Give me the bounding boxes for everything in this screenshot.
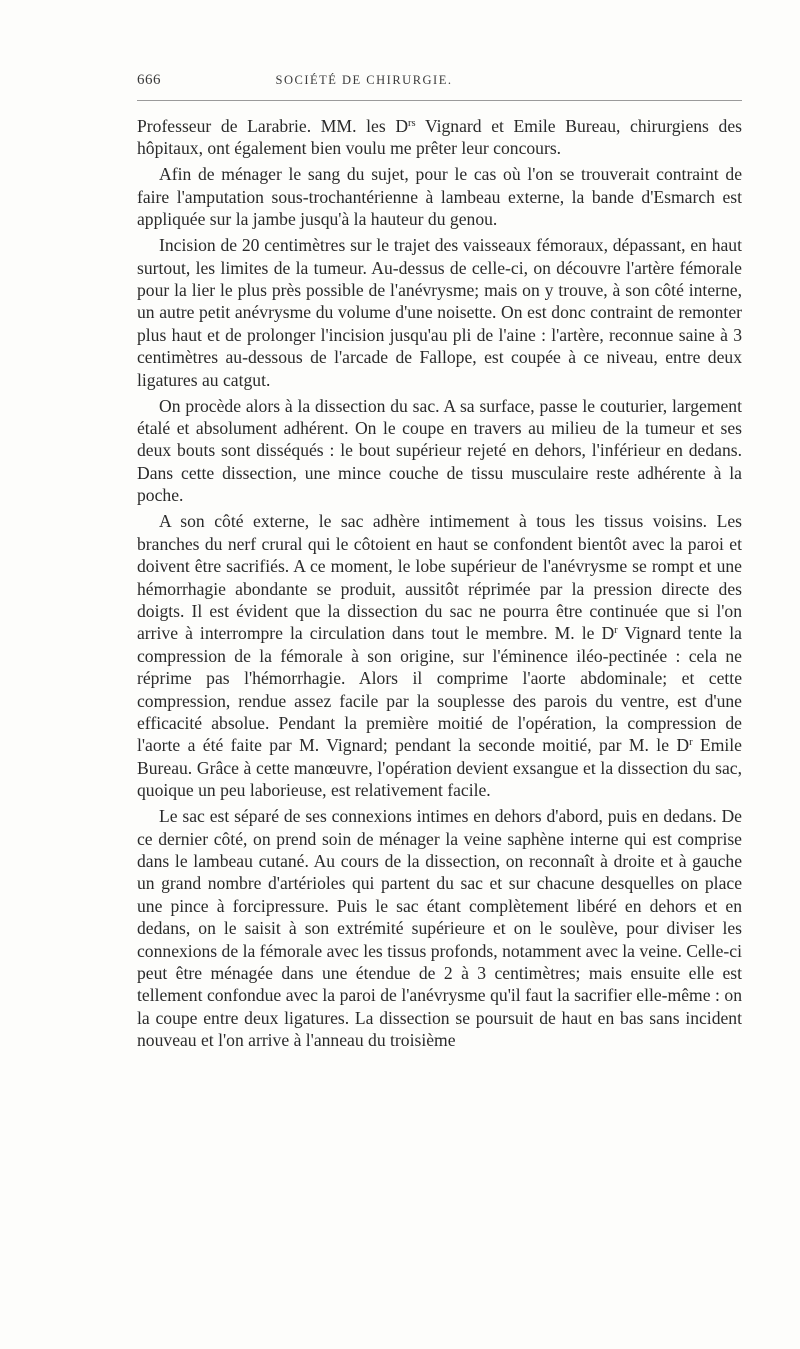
paragraph [137, 510, 742, 801]
text-run: Vignard tente la compression de la fémorale à son origine, sur l'éminence iléo-pectinée : cela ne réprime pas l'hémorrhagie. Alors il comprime l'aorte abdominale; et cette compression, rendue assez facile par la souplesse des parois du ventre, est d'une efficacité absolue. Pendant la première moitié de l'opération, la compression de l'aorte a été faite par M. Vignard; pendant la seconde moitié, par M. le D [137, 623, 742, 756]
paragraph [137, 395, 742, 507]
superscript: rs [408, 118, 416, 129]
text-run: Vignard et Emile Bureau, chirurgiens des hôpitaux, ont également bien voulu me prêter leur concours. [137, 116, 742, 159]
text-run: Afin de ménager le sang du sujet, pour le cas où l'on se trouverait contraint de faire l'amputation sous-trochantérienne à lambeau externe, la bande d'Esmarch est appliquée sur la jambe jusqu'à la hauteur du genou. [137, 164, 742, 230]
document-page [137, 72, 742, 1052]
text-run: Emile Bureau. Grâce à cette manœuvre, l'opération devient exsangue et la dissection du sac, quoique un peu laborieuse, est relativement facile. [137, 735, 742, 801]
paragraph [137, 115, 742, 160]
text-run: On procède alors à la dissection du sac. A sa surface, passe le couturier, largement étalé et absolument adhérent. On le coupe en travers au milieu de la tumeur et ses deux bouts sont disséqués : le bout supérieur rejeté en dehors, l'inférieur en dedans. Dans cette dissection, une mince couche de tissu musculaire reste adhérente à la poche. [137, 395, 742, 506]
superscript: r [614, 625, 618, 637]
running-title: SOCIÉTÉ DE CHIRURGIE. [275, 73, 453, 87]
text-run: Le sac est séparé de ses connexions intimes en dehors d'abord, puis en dedans. De ce dernier côté, on prend soin de ménager la veine saphène interne qui est comprise dans le lambeau cutané. Au cours de la dissection, on reconnaît à droite et à gauche un grand nombre d'artérioles qui partent du sac et sur chacune desquelles on place une pince à forcipressure. Puis le sac étant complètement libéré en dehors et en dedans, on le saisit à son extrémité supérieure et on le soulève, pour diviser les connexions de la fémorale avec les tissus profonds, notamment avec la veine. Celle-ci peut être ménagée dans une étendue de 2 à 3 centimètres; mais ensuite elle est tellement confondue avec la paroi de l'anévrysme qu'il faut la sacrifier elle-même : on la coupe entre deux ligatures. La dissection se poursuit de haut en bas sans incident nouveau et l'on arrive à l'anneau du troisième [137, 806, 742, 1051]
paragraph [137, 805, 742, 1051]
text-run: Professeur de Larabrie. MM. les D [137, 116, 409, 136]
header-rule [137, 100, 742, 101]
paragraph [137, 163, 742, 230]
running-header [137, 72, 742, 94]
page-number: 666 [137, 72, 161, 88]
superscript: r [689, 737, 693, 749]
paragraph [137, 234, 742, 391]
body-text [137, 115, 742, 1052]
text-run: Incision de 20 centimètres sur le trajet des vaisseaux fémoraux, dépassant, en haut surtout, les limites de la tumeur. Au-dessus de celle-ci, on découvre l'artère fémorale pour la lier le plus près possible de l'anévrysme; mais on y trouve, à son côté interne, un autre petit anévrysme du volume d'une noisette. On est donc contraint de remonter plus haut et de prolonger l'incision jusqu'au pli de l'aine : l'artère, reconnue saine à 3 centimètres au-dessous de l'arcade de Fallope, est coupée à ce niveau, entre deux ligatures au catgut. [137, 235, 742, 390]
text-run: A son côté externe, le sac adhère intimement à tous les tissus voisins. Les branches du nerf crural qui le côtoient en haut se confondent bientôt avec la paroi et doivent être sacrifiés. A ce moment, le lobe supérieur de l'anévrysme se rompt et une hémorrhagie abondante se produit, aussitôt réprimée par la pression directe des doigts. Il est évident que la dissection du sac ne pourra être continuée que si l'on arrive à interrompre la circulation dans tout le membre. M. le D [137, 511, 742, 644]
